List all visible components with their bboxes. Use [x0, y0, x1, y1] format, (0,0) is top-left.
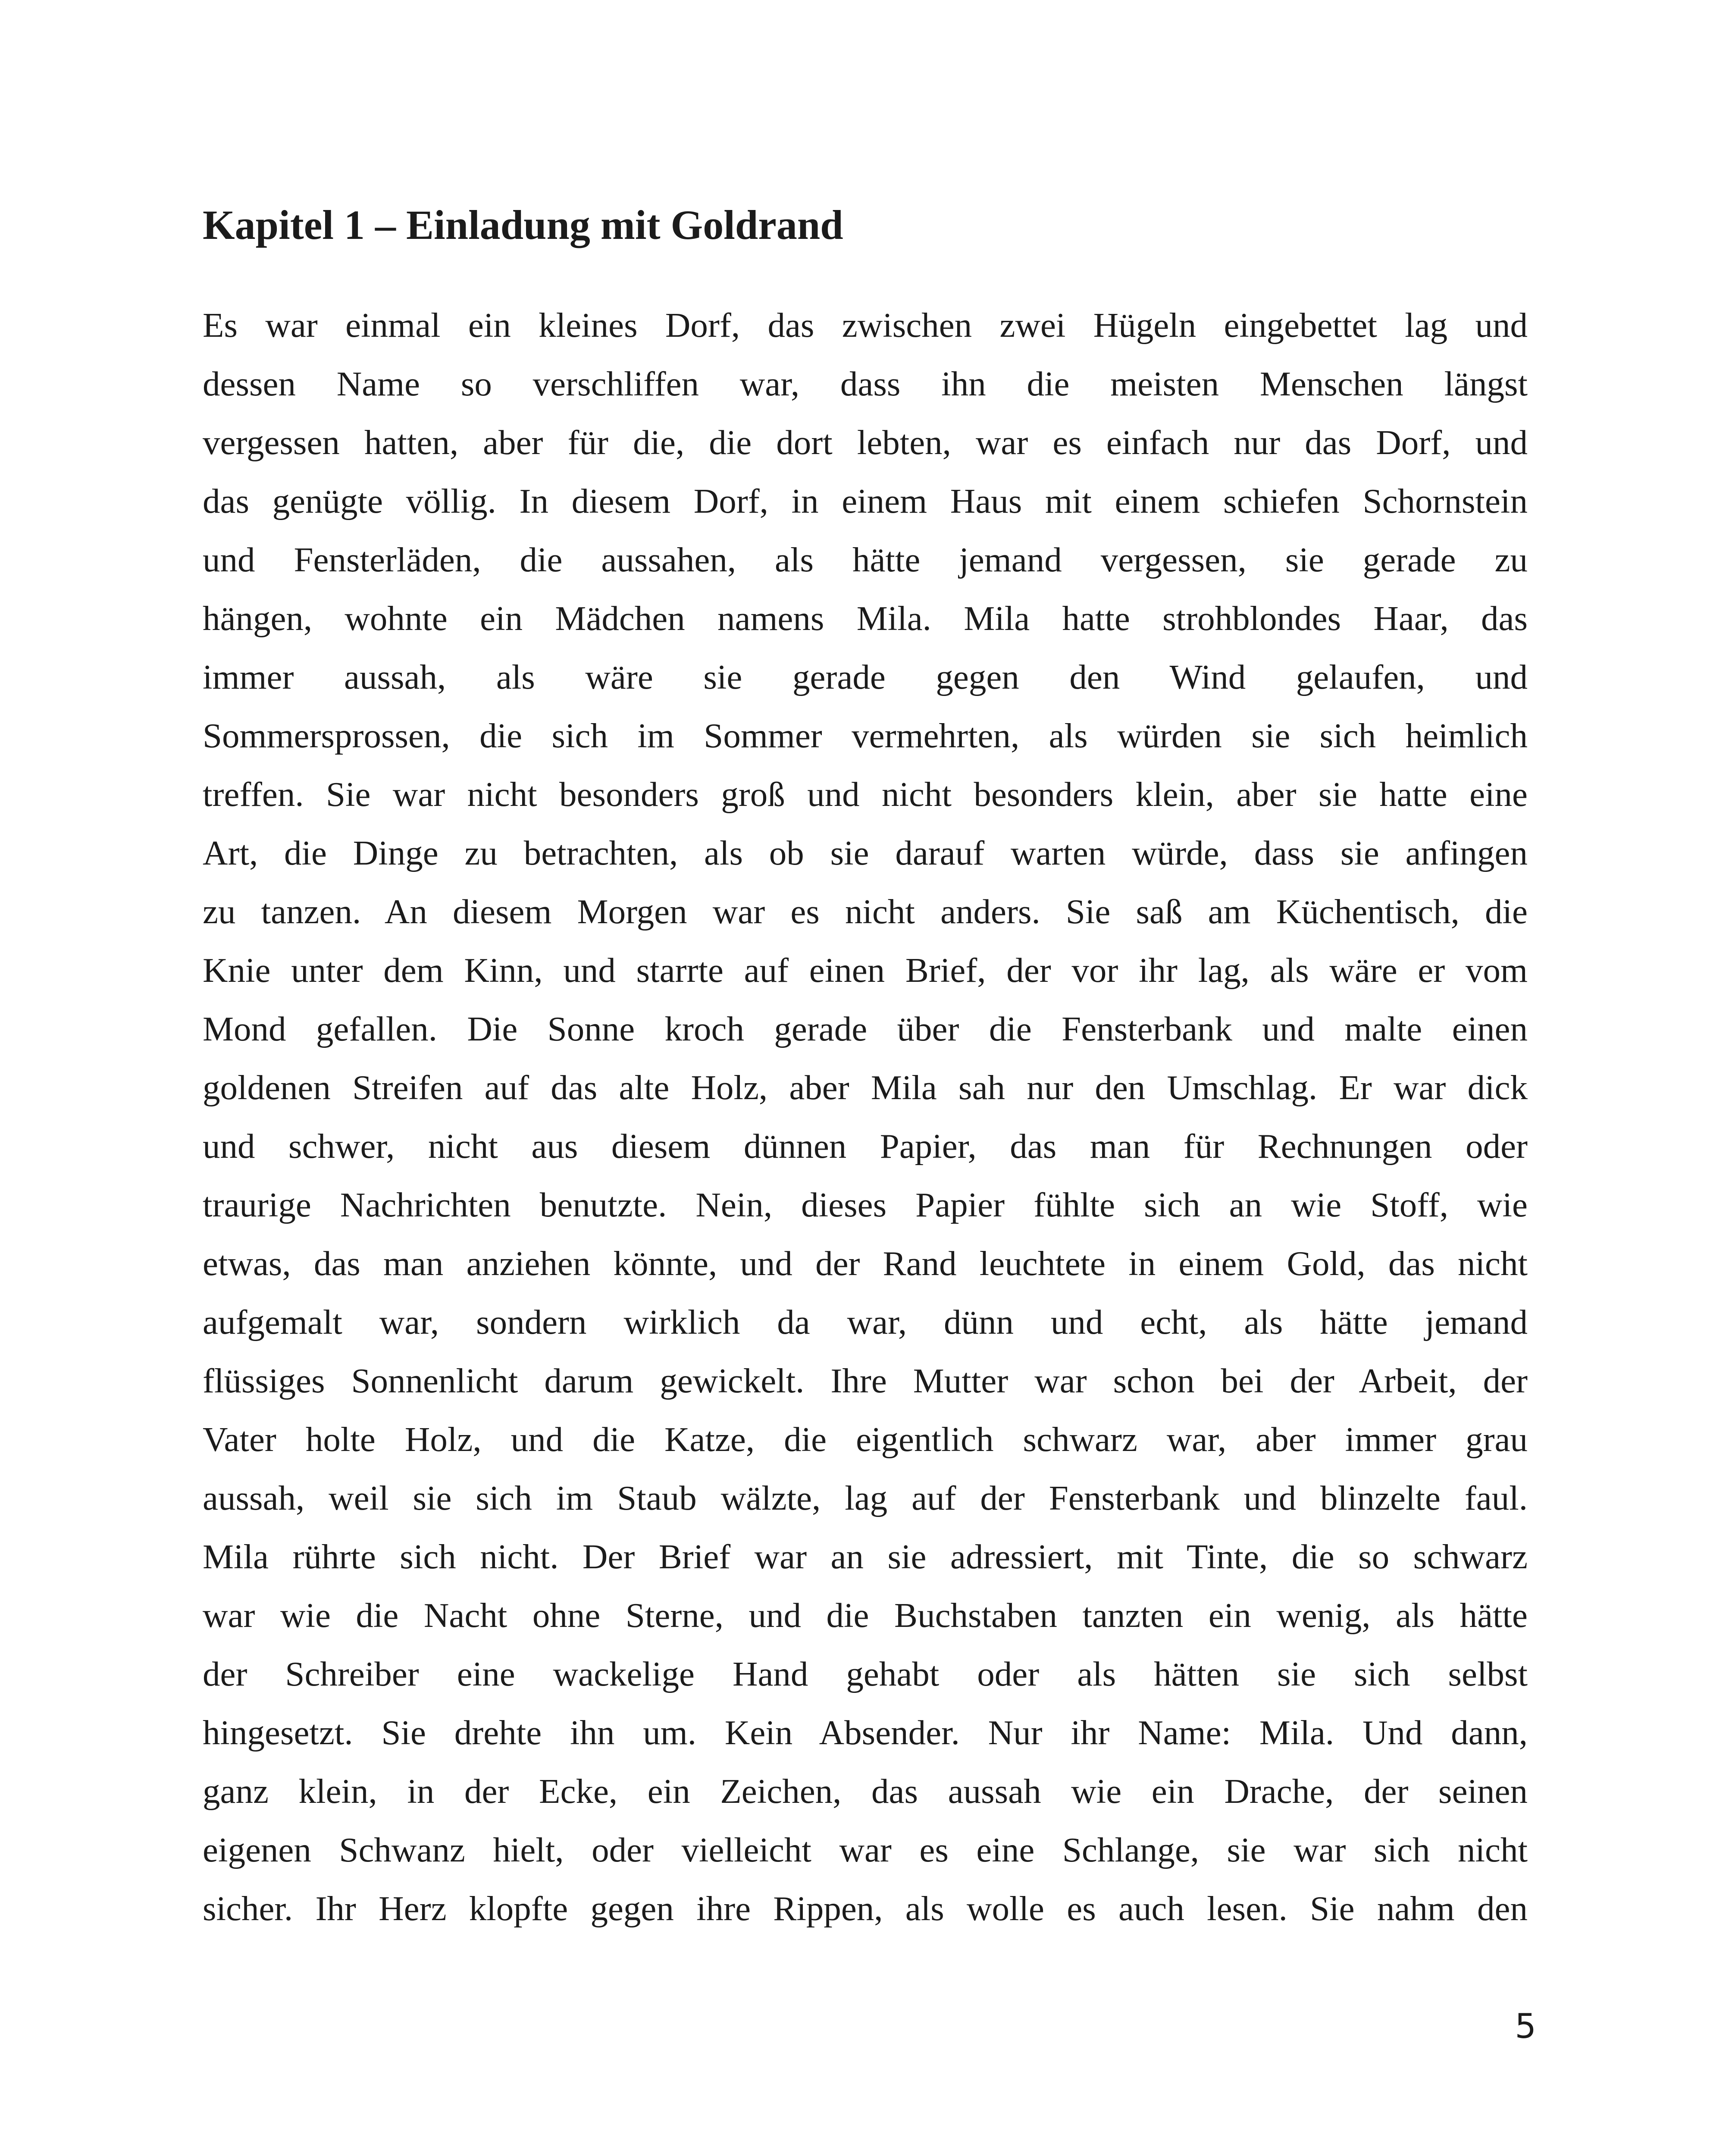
- text-line: und schwer, nicht aus diesem dünnen Papier, das man für Rechnungen oder: [203, 1127, 1528, 1166]
- text-line: Art, die Dinge zu betrachten, als ob sie darauf warten würde, dass sie anfingen: [203, 834, 1528, 872]
- text-line: ganz klein, in der Ecke, ein Zeichen, das aussah wie ein Drache, der seinen: [203, 1772, 1528, 1811]
- text-line: hingesetzt. Sie drehte ihn um. Kein Absender. Nur ihr Name: Mila. Und dann,: [203, 1713, 1528, 1752]
- text-line: immer aussah, als wäre sie gerade gegen den Wind gelaufen, und: [203, 658, 1528, 696]
- text-line: treffen. Sie war nicht besonders groß und nicht besonders klein, aber sie hatte eine: [203, 775, 1528, 814]
- text-line: sicher. Ihr Herz klopfte gegen ihre Rippen, als wolle es auch lesen. Sie nahm den: [203, 1889, 1528, 1928]
- text-line: das genügte völlig. In diesem Dorf, in einem Haus mit einem schiefen Schornstein: [203, 482, 1528, 520]
- text-line: Es war einmal ein kleines Dorf, das zwischen zwei Hügeln eingebettet lag und: [203, 306, 1528, 345]
- page-number: 5: [1515, 2007, 1536, 2046]
- text-line: traurige Nachrichten benutzte. Nein, dieses Papier fühlte sich an wie Stoff, wie: [203, 1185, 1528, 1224]
- text-line: vergessen hatten, aber für die, die dort lebten, war es einfach nur das Dorf, und: [203, 423, 1528, 462]
- text-line: dessen Name so verschliffen war, dass ihn die meisten Menschen längst: [203, 364, 1528, 403]
- body-text: [203, 296, 1528, 1938]
- text-line: der Schreiber eine wackelige Hand gehabt oder als hätten sie sich selbst: [203, 1655, 1528, 1693]
- text-line: zu tanzen. An diesem Morgen war es nicht anders. Sie saß am Küchentisch, die: [203, 892, 1528, 931]
- text-line: aufgemalt war, sondern wirklich da war, dünn und echt, als hätte jemand: [203, 1303, 1528, 1341]
- text-line: Mond gefallen. Die Sonne kroch gerade über die Fensterbank und malte einen: [203, 1009, 1528, 1048]
- chapter-title: Kapitel 1 – Einladung mit Goldrand: [203, 202, 843, 248]
- text-line: und Fensterläden, die aussahen, als hätte jemand vergessen, sie gerade zu: [203, 540, 1528, 579]
- text-line: hängen, wohnte ein Mädchen namens Mila. Mila hatte strohblondes Haar, das: [203, 599, 1528, 638]
- text-line: flüssiges Sonnenlicht darum gewickelt. Ihre Mutter war schon bei der Arbeit, der: [203, 1361, 1528, 1400]
- text-line: Mila rührte sich nicht. Der Brief war an sie adressiert, mit Tinte, die so schwarz: [203, 1537, 1528, 1576]
- text-line: Vater holte Holz, und die Katze, die eigentlich schwarz war, aber immer grau: [203, 1420, 1528, 1459]
- text-line: Knie unter dem Kinn, und starrte auf einen Brief, der vor ihr lag, als wäre er vom: [203, 951, 1528, 990]
- text-line: etwas, das man anziehen könnte, und der Rand leuchtete in einem Gold, das nicht: [203, 1244, 1528, 1283]
- text-line: war wie die Nacht ohne Sterne, und die Buchstaben tanzten ein wenig, als hätte: [203, 1596, 1528, 1635]
- text-line: aussah, weil sie sich im Staub wälzte, lag auf der Fensterbank und blinzelte faul.: [203, 1479, 1528, 1517]
- text-line: Sommersprossen, die sich im Sommer vermehrten, als würden sie sich heimlich: [203, 716, 1528, 755]
- text-line: goldenen Streifen auf das alte Holz, aber Mila sah nur den Umschlag. Er war dick: [203, 1068, 1528, 1107]
- text-line: eigenen Schwanz hielt, oder vielleicht war es eine Schlange, sie war sich nicht: [203, 1830, 1528, 1869]
